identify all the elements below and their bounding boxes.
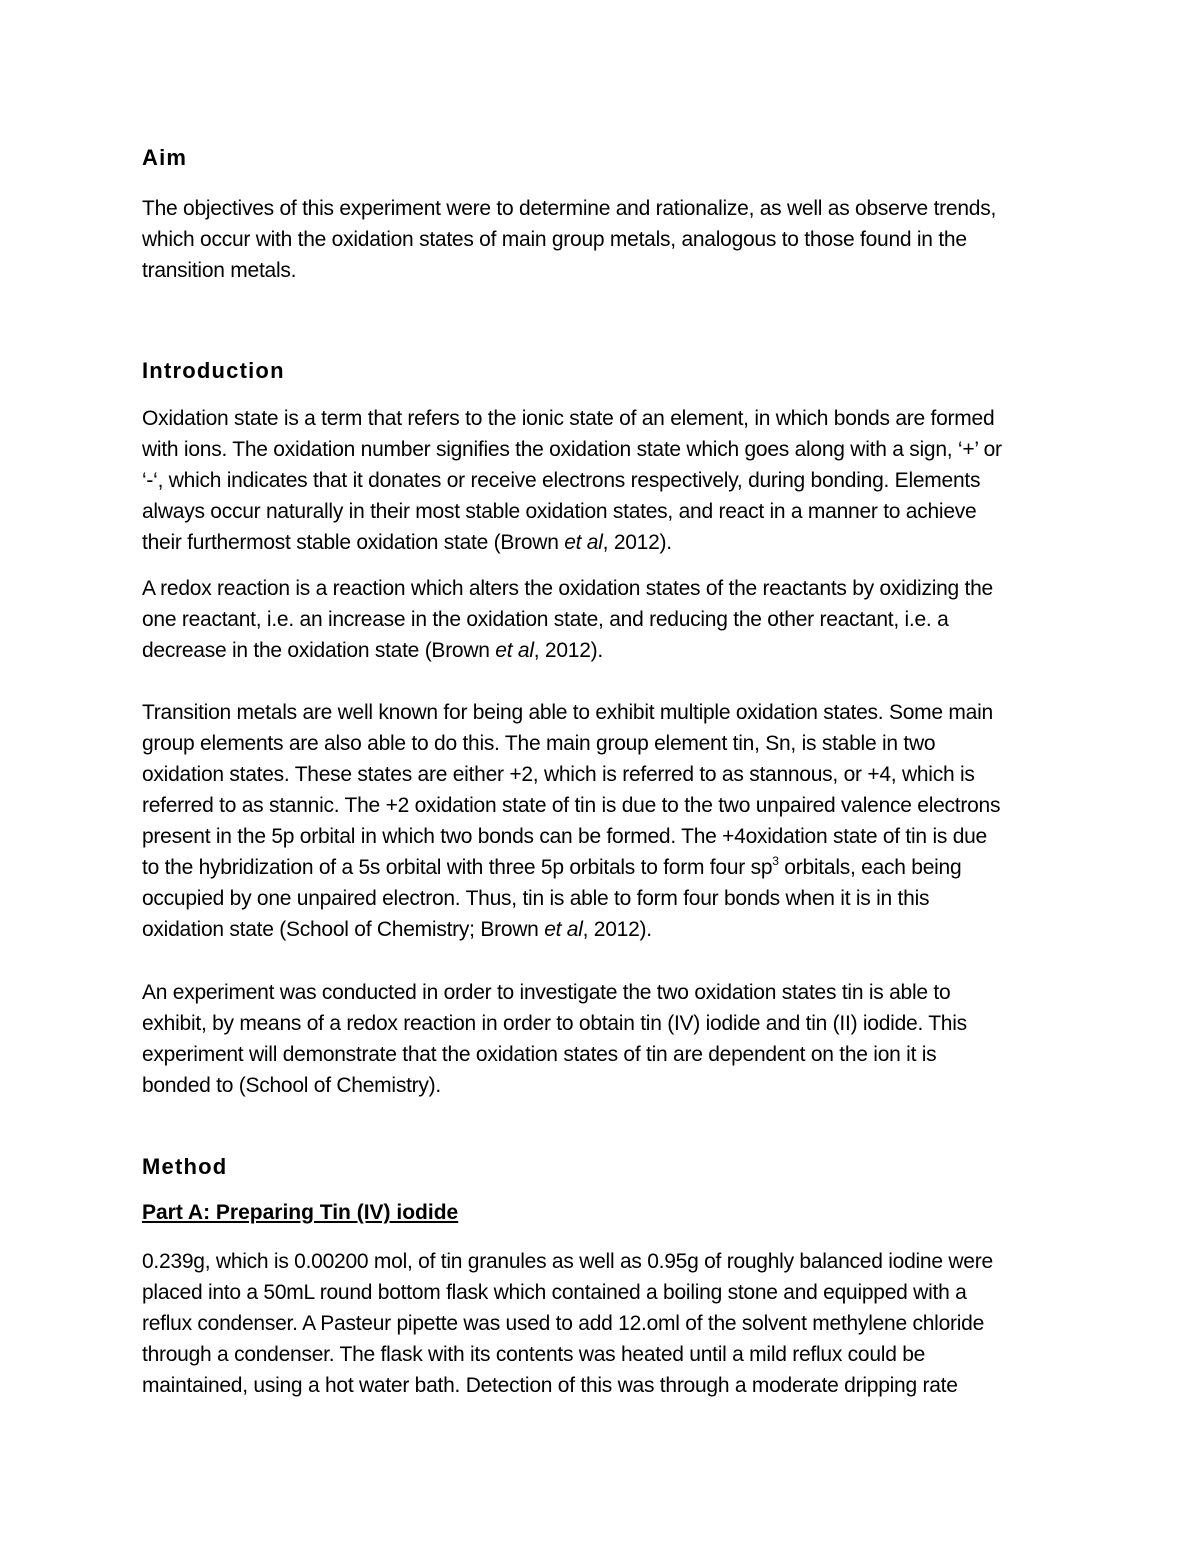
text-line: oxidation states. These states are either +2, which is referred to as stannous, or +4, which is	[142, 763, 975, 786]
intro-paragraph-1	[142, 403, 1060, 558]
text-fragment: orbitals, each being	[778, 856, 962, 879]
text-line: ‘-‘, which indicates that it donates or receive electrons respectively, during bonding. Elements	[142, 469, 981, 492]
text-fragment: their furthermost stable oxidation state (Brown	[142, 531, 565, 554]
text-line: maintained, using a hot water bath. Detection of this was through a moderate dripping rate	[142, 1374, 958, 1397]
intro-paragraph-2	[142, 573, 1060, 666]
text-line: Oxidation state is a term that refers to the ionic state of an element, in which bonds are formed	[142, 407, 995, 430]
text-line: 0.239g, which is 0.00200 mol, of tin granules as well as 0.95g of roughly balanced iodine were	[142, 1250, 993, 1273]
text-line: transition metals.	[142, 259, 297, 282]
text-line: bonded to (School of Chemistry).	[142, 1074, 441, 1097]
text-fragment: oxidation state (School of Chemistry; Brown	[142, 918, 545, 941]
text-fragment: to the hybridization of a 5s orbital with three 5p orbitals to form four sp	[142, 856, 773, 879]
citation-et-al: et al	[564, 531, 603, 554]
text-line: experiment will demonstrate that the oxidation states of tin are dependent on the ion it is	[142, 1043, 937, 1066]
text-fragment: , 2012).	[533, 639, 603, 662]
text-line: through a condenser. The flask with its contents was heated until a mild reflux could be	[142, 1343, 926, 1366]
text-line	[142, 635, 1060, 666]
text-line: The objectives of this experiment were to determine and rationalize, as well as observe trends,	[142, 197, 997, 220]
citation-et-al: et al	[544, 918, 583, 941]
text-line: placed into a 50mL round bottom flask which contained a boiling stone and equipped with a	[142, 1281, 967, 1304]
superscript: 3	[772, 854, 779, 868]
text-line: A redox reaction is a reaction which alters the oxidation states of the reactants by oxidizing the	[142, 577, 993, 600]
part-a-subheading: Part A: Preparing Tin (IV) iodide	[142, 1201, 459, 1224]
text-line: occupied by one unpaired electron. Thus, tin is able to form four bonds when it is in this	[142, 887, 930, 910]
text-line: one reactant, i.e. an increase in the oxidation state, and reducing the other reactant, i.e. a	[142, 608, 949, 631]
text-line	[142, 852, 1060, 883]
method-part-a-paragraph	[142, 1246, 1060, 1401]
citation-et-al: et al	[495, 639, 534, 662]
text-line: always occur naturally in their most stable oxidation states, and react in a manner to achieve	[142, 500, 977, 523]
text-fragment: decrease in the oxidation state (Brown	[142, 639, 496, 662]
text-line	[142, 527, 1060, 558]
text-line: referred to as stannic. The +2 oxidation state of tin is due to the two unpaired valence electrons	[142, 794, 1001, 817]
aim-heading: Aim	[142, 145, 188, 170]
aim-paragraph	[142, 193, 1060, 286]
text-line: An experiment was conducted in order to investigate the two oxidation states tin is able to	[142, 981, 951, 1004]
text-line	[142, 914, 1060, 945]
text-line: Transition metals are well known for being able to exhibit multiple oxidation states. Some main	[142, 701, 993, 724]
text-line: group elements are also able to do this. The main group element tin, Sn, is stable in two	[142, 732, 936, 755]
intro-paragraph-3	[142, 697, 1060, 945]
text-line: with ions. The oxidation number signifies the oxidation state which goes along with a sign, ‘+’ or	[142, 438, 1002, 461]
text-line: reflux condenser. A Pasteur pipette was used to add 12.oml of the solvent methylene chloride	[142, 1312, 985, 1335]
text-line: which occur with the oxidation states of main group metals, analogous to those found in the	[142, 228, 967, 251]
text-line: present in the 5p orbital in which two bonds can be formed. The +4oxidation state of tin is due	[142, 825, 987, 848]
intro-paragraph-4	[142, 977, 1060, 1101]
text-fragment: , 2012).	[602, 531, 672, 554]
introduction-heading: Introduction	[142, 358, 285, 383]
text-fragment: , 2012).	[582, 918, 652, 941]
method-heading: Method	[142, 1154, 228, 1179]
text-line: exhibit, by means of a redox reaction in order to obtain tin (IV) iodide and tin (II) iodide. This	[142, 1012, 967, 1035]
